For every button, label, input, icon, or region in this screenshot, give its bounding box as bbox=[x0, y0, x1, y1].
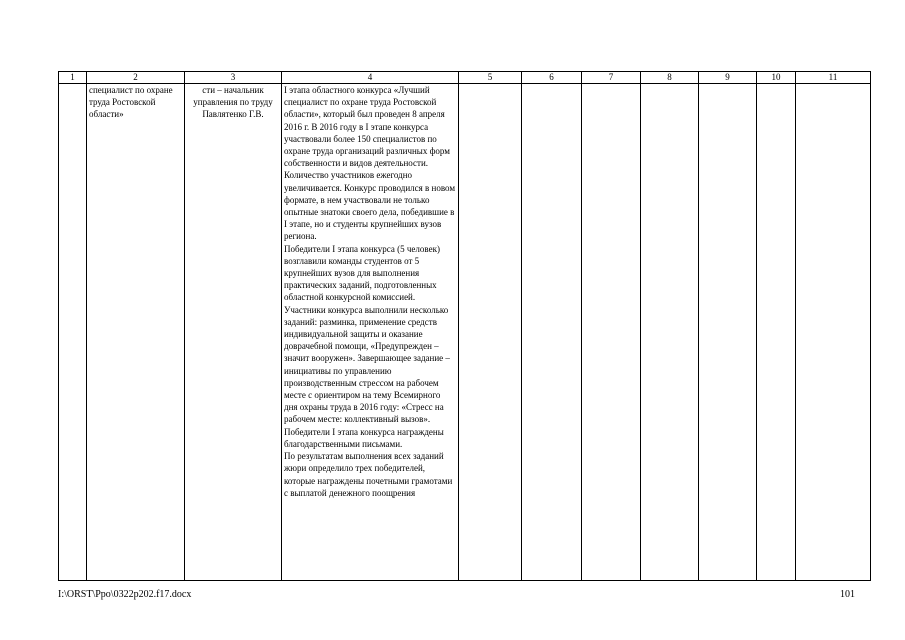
cell-col-2: специалист по охране труда Ростовской области» bbox=[87, 84, 185, 581]
cell-col-10 bbox=[757, 84, 796, 581]
cell-paragraph-3: По результатам выполнения всех заданий жюри определило трех победителей, которые награждены почетными грамотами с выплатой денежного поощрения bbox=[284, 451, 453, 498]
document-table bbox=[58, 71, 871, 581]
cell-col-8 bbox=[641, 84, 699, 581]
column-header-10: 10 bbox=[757, 72, 796, 84]
table-row bbox=[59, 84, 871, 581]
cell-col-1 bbox=[59, 84, 87, 581]
column-header-4: 4 bbox=[282, 72, 459, 84]
cell-col-9 bbox=[699, 84, 757, 581]
column-header-11: 11 bbox=[796, 72, 871, 84]
column-header-5: 5 bbox=[459, 72, 522, 84]
column-header-3: 3 bbox=[185, 72, 282, 84]
cell-col-7 bbox=[582, 84, 641, 581]
cell-paragraph-1: I этапа областного конкурса «Лучший специалист по охране труда Ростовской области», который был проведен 8 апреля 2016 г. В 2016 году в I этапе конкурса участвовали более 150 специалистов по охране труда организаций различных форм собственности и видов деятельности. Количество участников ежегодно увеличивается. Конкурс проводился в новом формате, в нем участвовали не только опытные знатоки своего дела, победившие в I этапе, но и студенты крупнейших вузов региона. bbox=[284, 85, 456, 242]
column-header-6: 6 bbox=[522, 72, 582, 84]
column-header-1: 1 bbox=[59, 72, 87, 84]
page-number: 101 bbox=[840, 589, 855, 600]
cell-col-5 bbox=[459, 84, 522, 581]
column-header-9: 9 bbox=[699, 72, 757, 84]
column-header-7: 7 bbox=[582, 72, 641, 84]
cell-col-11 bbox=[796, 84, 871, 581]
cell-col-6 bbox=[522, 84, 582, 581]
cell-col-3: сти – начальник управления по труду Павлятенко Г.В. bbox=[185, 84, 282, 581]
header-row bbox=[59, 72, 871, 84]
cell-col-4 bbox=[282, 84, 459, 581]
column-header-2: 2 bbox=[87, 72, 185, 84]
cell-paragraph-2: Победители I этапа конкурса (5 человек) возглавили команды студентов от 5 крупнейших вузов для выполнения практических заданий, подготовленных областной конкурсной комиссией. Участники конкурса выполнили несколько заданий: разминка, применение средств индивидуальной защиты и оказание доврачебной помощи, «Предупрежден – значит вооружен». Завершающее задание – инициативы по управлению производственным стрессом на рабочем месте с ориентиром на тему Всемирного дня охраны труда в 2016 году: «Стресс на рабочем месте: коллективный вызов». Победители I этапа конкурса награждены благодарственными письмами. bbox=[284, 243, 450, 449]
column-header-8: 8 bbox=[641, 72, 699, 84]
footer-file-path: I:\ORST\Ppo\0322p202.f17.docx bbox=[58, 589, 192, 600]
